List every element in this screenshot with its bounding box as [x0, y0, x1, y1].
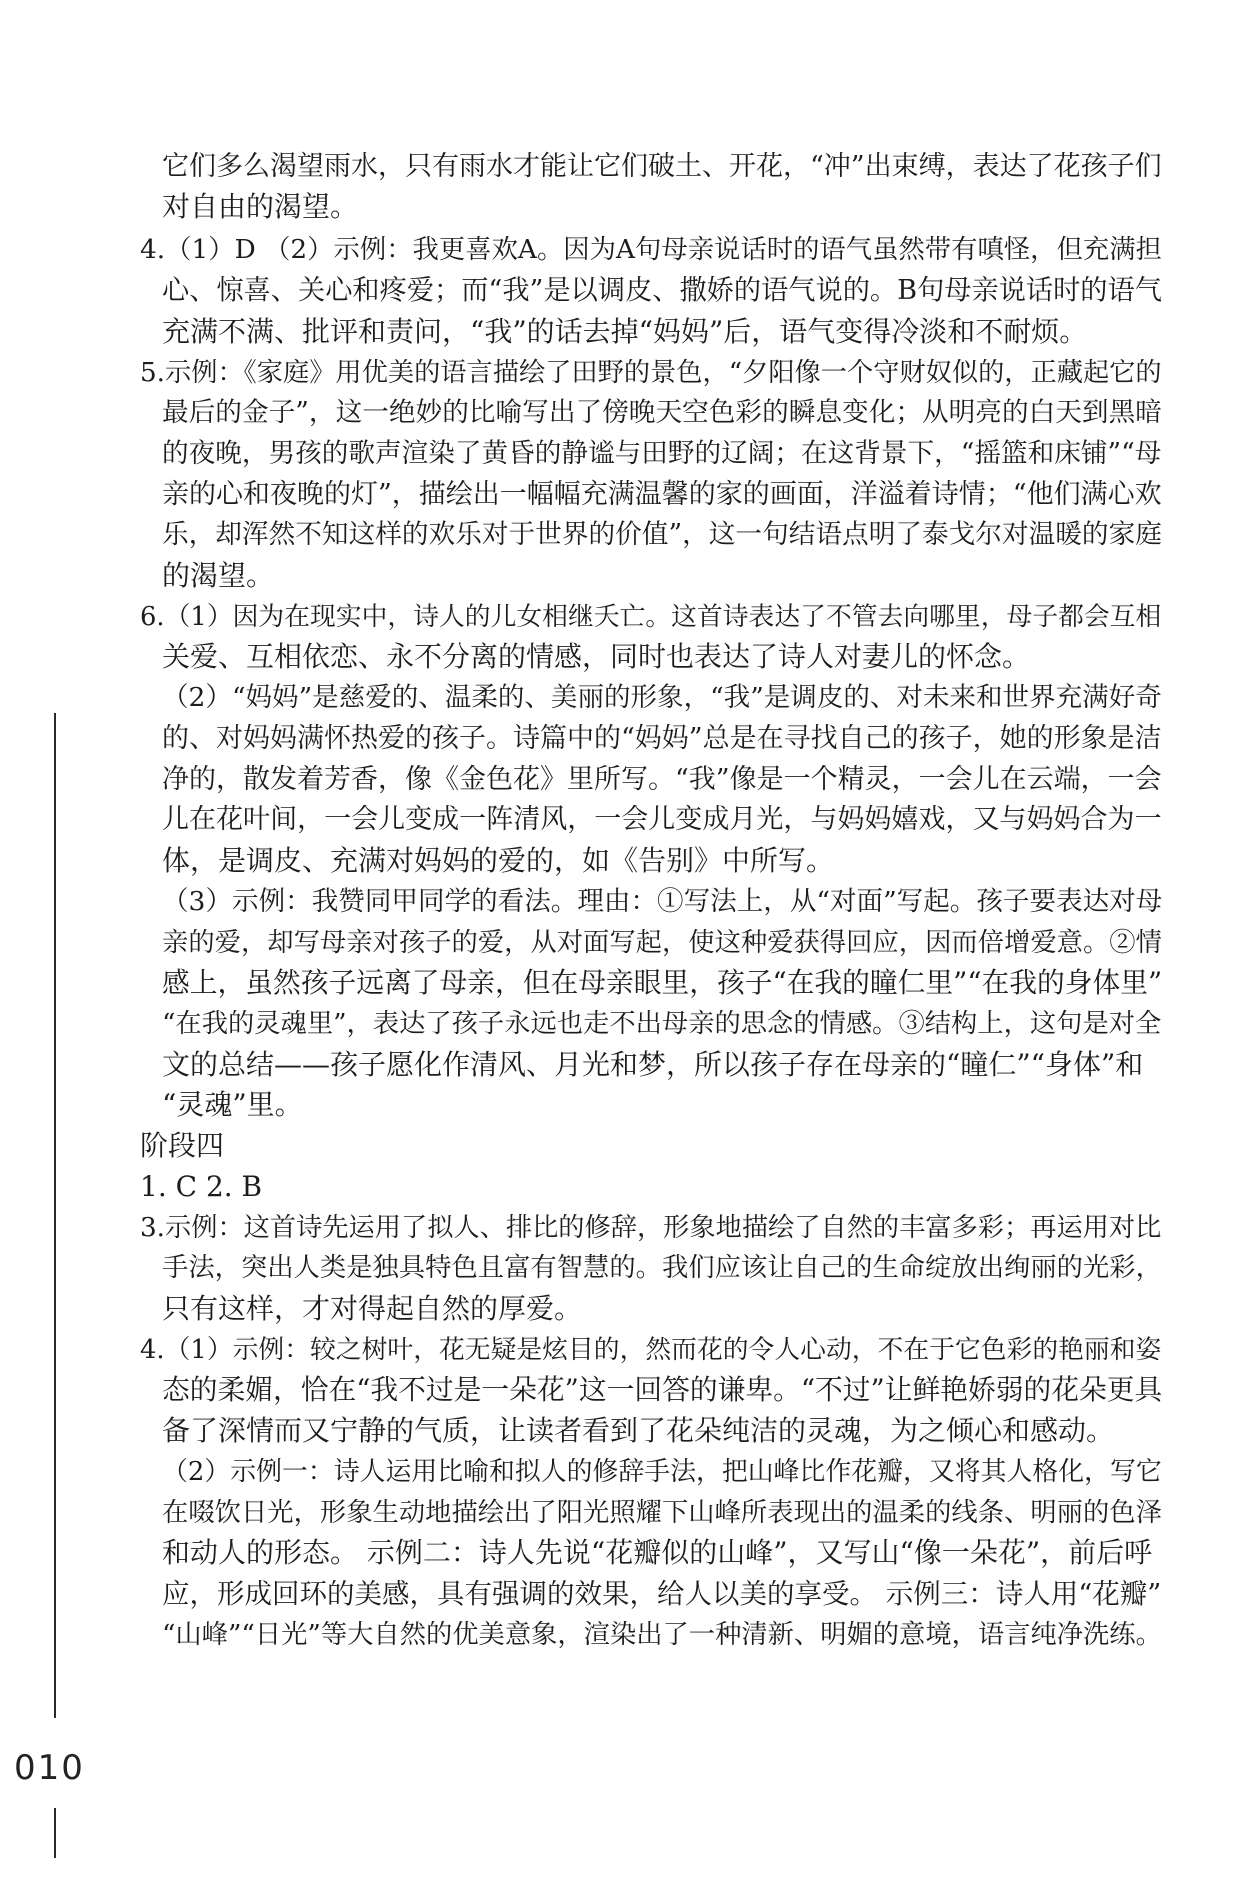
text-line: 的渴望。 — [162, 559, 275, 592]
text-line: 备了深情而又宁静的气质，让读者看到了花朵纯洁的灵魂，为之倾心和感动。 — [162, 1414, 1115, 1447]
text-line: 最后的金子”，这一绝妙的比喻写出了傍晚天空色彩的瞬息变化；从明亮的白天到黑暗 — [162, 397, 1162, 428]
text-line: （2）“妈妈”是慈爱的、温柔的、美丽的形象，“我”是调皮的、对未来和世界充满好奇 — [162, 682, 1162, 713]
text-line: 手法，突出人类是独具特色且富有智慧的。我们应该让自己的生命绽放出绚丽的光彩， — [162, 1253, 1162, 1283]
question-6: 6.（1）因为在现实中，诗人的儿女相继夭亡。这首诗表达了不管去向哪里，母子都会互相 — [140, 602, 1162, 632]
section-heading: 阶段四 — [140, 1129, 225, 1162]
text-line: 净的，散发着芳香，像《金色花》里所写。“我”像是一个精灵，一会儿在云端，一会 — [162, 764, 1162, 795]
question-4: 4.（1）D （2）示例：我更喜欢A。因为A句母亲说话时的语气虽然带有嗔怪，但充满担 — [140, 235, 1162, 265]
text-line: 对自由的渴望。 — [162, 190, 359, 223]
text-line: 亲的爱，却写母亲对孩子的爱，从对面写起，使这种爱获得回应，因而倍增爱意。②情 — [162, 928, 1162, 958]
text-line: 和动人的形态。 示例二：诗人先说“花瓣似的山峰”，又写山“像一朵花”，前后呼 — [162, 1536, 1153, 1569]
question-5: 5.示例：《家庭》用优美的语言描绘了田野的景色，“夕阳像一个守财奴似的，正藏起它的 — [140, 358, 1162, 388]
text-line: 的夜晚，男孩的歌声渲染了黄昏的静谧与田野的辽阔；在这背景下，“摇篮和床铺”“母 — [162, 438, 1162, 469]
text-line: （3）示例：我赞同甲同学的看法。理由：①写法上，从“对面”写起。孩子要表达对母 — [162, 886, 1163, 917]
text-line: 的、对妈妈满怀热爱的孩子。诗篇中的“妈妈”总是在寻找自己的孩子，她的形象是洁 — [162, 723, 1162, 754]
text-line: 只有这样，才对得起自然的厚爱。 — [162, 1292, 583, 1325]
text-line: 亲的心和夜晚的灯”，描绘出一幅幅充满温馨的家的画面，洋溢着诗情；“他们满心欢 — [162, 479, 1162, 510]
text-line: 儿在花叶间，一会儿变成一阵清风，一会儿变成月光，与妈妈嬉戏，又与妈妈合为一 — [162, 804, 1162, 835]
text-line: 充满不满、批评和责问，“我”的话去掉“妈妈”后，语气变得冷淡和不耐烦。 — [162, 315, 1088, 348]
page-number: 010 — [14, 1748, 85, 1788]
question-4b: 4.（1）示例：较之树叶，花无疑是炫目的，然而花的令人心动，不在于它色彩的艳丽和姿 — [140, 1335, 1162, 1365]
text-line: 在啜饮日光，形象生动地描绘出了阳光照耀下山峰所表现出的温柔的线条、明丽的色泽 — [162, 1498, 1162, 1528]
text-line: 体，是调皮、充满对妈妈的爱的，如《告别》中所写。 — [162, 844, 835, 877]
text-line: 乐，却浑然不知这样的欢乐对于世界的价值”，这一句结语点明了泰戈尔对温暖的家庭 — [162, 519, 1162, 550]
text-line: “灵魂”里。 — [162, 1088, 303, 1121]
text-line: “在我的灵魂里”，表达了孩子永远也走不出母亲的思念的情感。③结构上，这句是对全 — [162, 1009, 1162, 1039]
text-line: 感上，虽然孩子远离了母亲，但在母亲眼里，孩子“在我的瞳仁里”“在我的身体里” — [162, 966, 1163, 999]
text-line: 态的柔媚，恰在“我不过是一朵花”这一回答的谦卑。“不过”让鲜艳娇弱的花朵更具 — [162, 1373, 1163, 1406]
text-line: “山峰”“日光”等大自然的优美意象，渲染出了一种清新、明媚的意境，语言纯净洗练。 — [162, 1620, 1162, 1650]
text-line: 心、惊喜、关心和疼爱；而“我”是以调皮、撒娇的语气说的。B句母亲说话时的语气 — [162, 275, 1162, 306]
text-line: 关爱、互相依恋、永不分离的情感，同时也表达了诗人对妻儿的怀念。 — [162, 640, 1031, 673]
margin-rule-upper — [54, 713, 56, 1718]
questions-1-2: 1. C 2. B — [140, 1170, 263, 1203]
text-line: 文的总结——孩子愿化作清风、月光和梦，所以孩子存在母亲的“瞳仁”“身体”和 — [162, 1048, 1144, 1081]
margin-rule-lower — [54, 1808, 56, 1858]
text-line: 应，形成回环的美感，具有强调的效果，给人以美的享受。 示例三：诗人用“花瓣” — [162, 1578, 1162, 1610]
question-3: 3.示例：这首诗先运用了拟人、排比的修辞，形象地描绘了自然的丰富多彩；再运用对比 — [140, 1213, 1162, 1243]
text-line: （2）示例一：诗人运用比喻和拟人的修辞手法，把山峰比作花瓣，又将其人格化，写它 — [162, 1457, 1162, 1487]
text-line: 它们多么渴望雨水，只有雨水才能让它们破土、开花，“冲”出束缚，表达了花孩子们 — [162, 151, 1162, 182]
